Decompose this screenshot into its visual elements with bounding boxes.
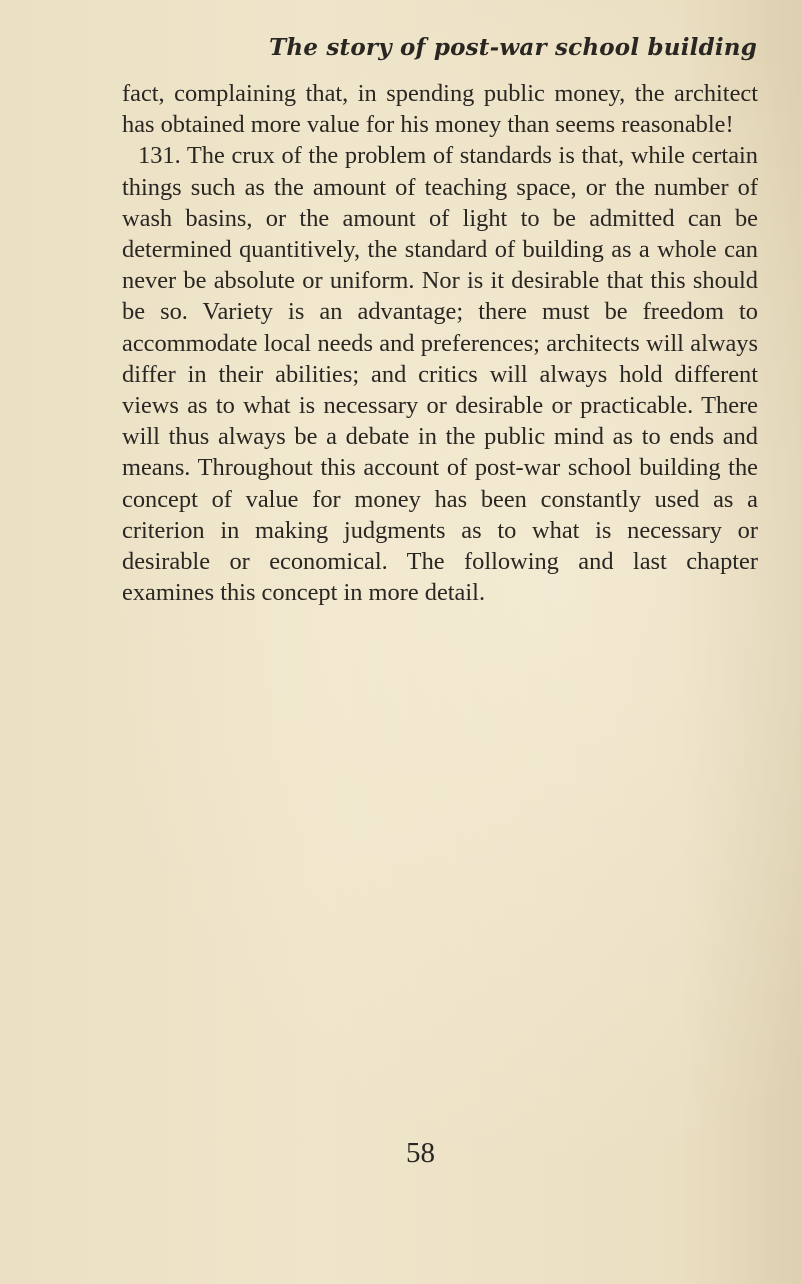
running-head: The story of post-war school building xyxy=(269,34,757,61)
paragraph-131: 131. The crux of the problem of standards is that, while certain things such as the amount of teaching space, or the number of wash basins, or the amount of light to be admitted can be determined quantitively, the standard of building as a whole can never be absolute or uniform. Nor is it desirable that this should be so. Variety is an advantage; there must be freedom to accommodate local needs and preferences; architects will always differ in their abilities; and critics will always hold different views as to what is necessary or desirable or practicable. There will thus always be a debate in the public mind as to ends and means. Throughout this account of post-war school building the concept of value for money has been constantly used as a criterion in making judgments as to what is necessary or desirable or economical. The following and last chapter examines this concept in more detail. xyxy=(122,142,758,607)
paragraph-continuation: fact, complaining that, in spending public money, the architect has obtained more value for his money than seems reasonable! xyxy=(122,80,758,139)
page-number: 58 xyxy=(406,1137,435,1169)
body-text xyxy=(122,78,758,608)
